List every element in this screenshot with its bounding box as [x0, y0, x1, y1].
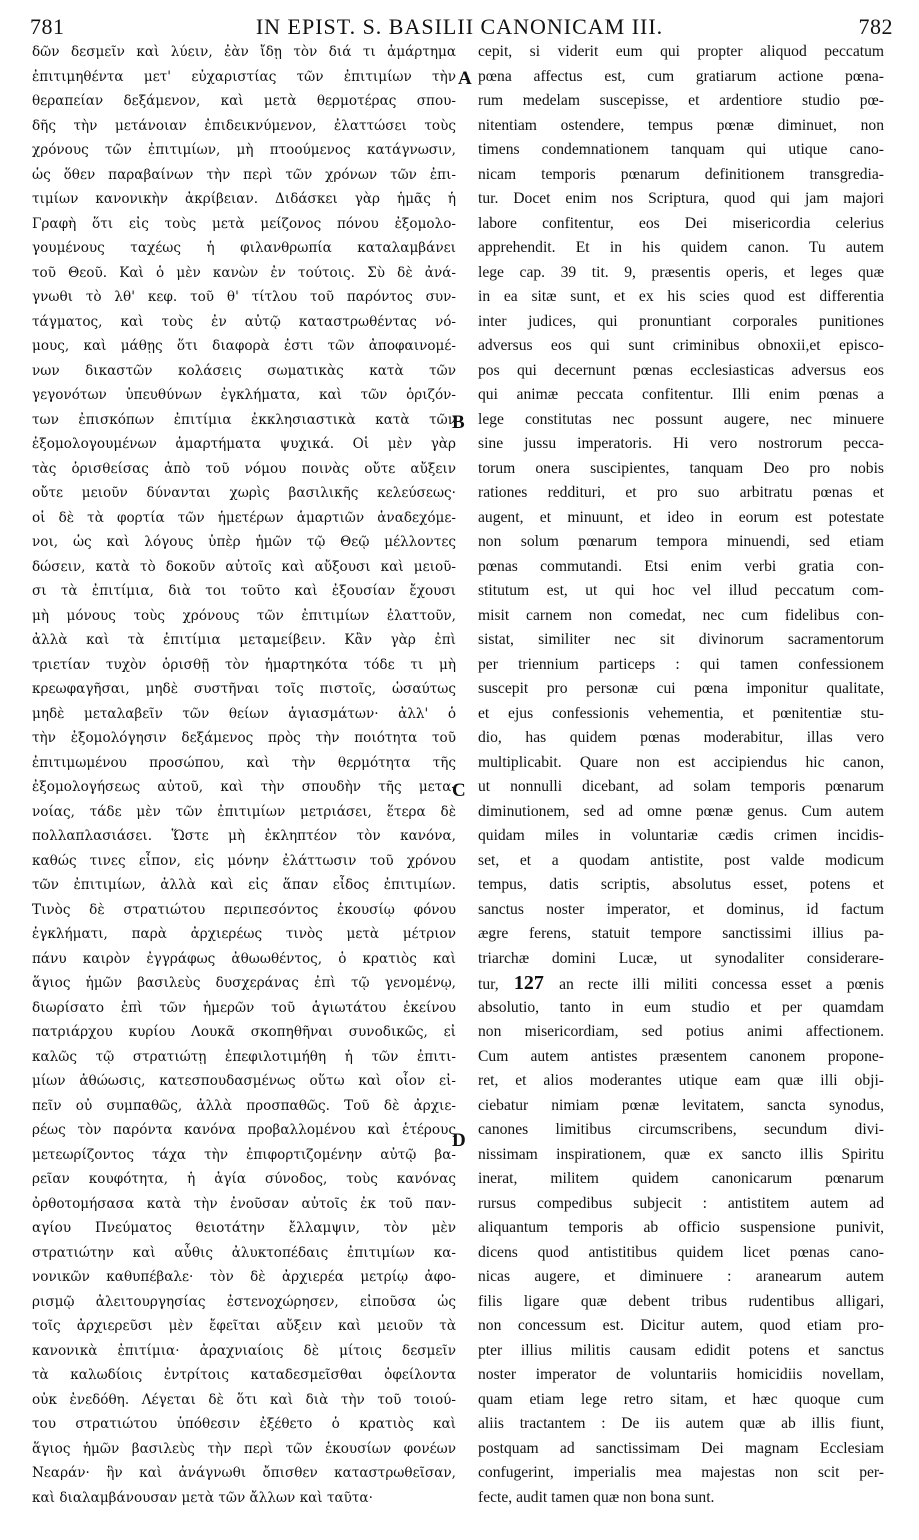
greek-text-line: ἐπιτιμωμένου προσώπου, καὶ τὴν θερμότητα τῆς	[32, 754, 456, 771]
latin-text-line: stitutum est, ut qui hoc vel illud peccatum com-	[478, 582, 884, 599]
greek-text-line: μετεωρίζοντος τάχα τὴν ἐπιφορτιζομένην αὐτῷ βα-	[32, 1146, 456, 1163]
latin-text-line: nissimam inspirationem, quæ ex sancto illis Spiritu	[478, 1145, 884, 1163]
latin-text-line: apprehendit. Et in his quidem canon. Tu autem	[478, 239, 884, 256]
latin-text-line: in ea sitæ sunt, et ex his scies quod est differentia	[478, 288, 884, 305]
latin-text-line: filis ligare quæ debent tribus rudentibus alligari,	[478, 1292, 884, 1310]
greek-text-line: ἅγιος ἡμῶν βασιλεὺς δυσχεράνας ἐπὶ τῷ γενομένῳ,	[32, 975, 456, 991]
greek-text-line: δῆς τὴν μετάνοιαν ἐπιδεικνύμενον, ἐλαττώσει τοὺς	[32, 117, 456, 134]
latin-text-line: misit carnem non comedat, nec cum fidelibus con-	[478, 606, 884, 624]
latin-text-line: non solum pœnarum tempora minuendi, sed etiam	[478, 533, 884, 550]
greek-text-line: μὴ μόνους τοὺς χρόνους τῶν ἐπιτιμίων ἐλαττοῦν,	[32, 607, 456, 624]
latin-text-line: dicens quod antistitibus quidem licet pœnas cano-	[478, 1243, 884, 1261]
running-head	[22, 14, 897, 42]
latin-text-line: dio, has quidem pœnas moderabitur, illas vero	[478, 729, 884, 746]
greek-text-line: χρόνους τῶν ἐπιτιμίων, μὴ πτοούμενος κατάγνωσιν,	[32, 142, 456, 158]
latin-text-line: diminutionem, sed ad omne pœnæ genus. Cum autem	[478, 802, 884, 820]
greek-text-line: κρεωφαγῆσαι, μηδὲ συστῆναι τοῖς πιστοῖς, ὡσαύτως	[32, 681, 456, 697]
greek-text-line: τὰ καλωδίοις ἐντρίτοις καταδεσμεῖσθαι ὀφείλοντα	[32, 1367, 456, 1383]
latin-text-line: suscepit pro personæ cui pœna imponitur qualitate,	[478, 680, 884, 697]
greek-text-line: ἐγκλήματι, παρὰ ἀρχιερέως τινὸς μετὰ μέτριον	[32, 926, 456, 942]
latin-text-line: canones limitibus circumscribens, secundum divi-	[478, 1121, 884, 1138]
latin-text-line: non concessum est. Dicitur autem, quod etiam pro-	[478, 1317, 884, 1334]
greek-text-line: δώσειν, κατὰ τὸ δοκοῦν αὐτοῖς καὶ αὔξουσι καὶ μειοῦ-	[32, 558, 456, 575]
latin-text-line: confugerint, imperialis mea majestas non scit per-	[478, 1464, 884, 1481]
page-number-right: 782	[858, 14, 893, 39]
latin-text-line: sanctus noster imperator, et dominus, id factum	[478, 900, 884, 918]
margin-marker-c: C	[452, 780, 466, 801]
latin-text-line: et ejus confessionis vehementia, et pœnitentiæ stu-	[478, 704, 884, 722]
latin-text-line: aliis tractantem : De iis autem quæ ab illis fiunt,	[478, 1415, 884, 1432]
latin-text-line: pos qui decernunt pœnas ecclesiasticas adversus eos	[478, 361, 884, 379]
latin-text-line: ut nonnulli dicebant, ad solam temporis pœnarum	[478, 778, 884, 795]
greek-text-line: στρατιώτην καὶ αὖθις ἀλυκτοπέδαις ἐπιτιμίων κα-	[32, 1244, 456, 1261]
greek-text-line: ὀρθοτομήσασα κατὰ τὴν ἐνοῦσαν αὐτοῖς ἐκ τοῦ παν-	[32, 1195, 456, 1212]
greek-text-line: νοίας, τάδε μὲν τῶν ἐπιτιμίων μετριάσει, ἕτερα δὲ	[32, 803, 456, 820]
greek-text-line: Νεαράν· ἣν καὶ ἀνάγνωθι ὄπισθεν καταστρωθεῖσαν,	[32, 1465, 456, 1481]
margin-marker-a: A	[458, 68, 472, 89]
greek-text-line: τὴν ἐξομολόγησιν δεξάμενος πρὸς τὴν ποιότητα τοῦ	[32, 730, 456, 746]
inline-page-number: 127	[498, 972, 560, 994]
greek-text-line: ρισμῷ ἀλειτουργησίας ἐστενοχώρησεν, εἰποῦσα ὡς	[32, 1293, 456, 1310]
latin-text-line: quidam miles in voluntariæ cædis crimen incidis-	[478, 827, 884, 844]
latin-text-line: sine jussu imperatoris. Hi vero nostrorum pecca-	[478, 435, 884, 452]
latin-text-line: non misericordiam, sed potius animi affectionem.	[478, 1023, 884, 1040]
greek-text-line: καθώς τινες εἶπον, εἰς μόνην ἐλάττωσιν τοῦ χρόνου	[32, 852, 456, 869]
latin-text-line: multiplicabit. Quare non est accipiendus hic canon,	[478, 753, 884, 771]
greek-text-line: καλῶς τῷ στρατιώτῃ ἐπεφιλοτιμήθη ἡ τῶν ἐπιτι-	[32, 1048, 456, 1065]
latin-text-line: nitentiam ostendere, tempus pœnæ diminuet, non	[478, 116, 884, 134]
greek-text-line: γεγονότων ὑπευθύνων ἐγκλήματα, καὶ τῶν ὁριζόν-	[32, 387, 456, 403]
greek-text-line: πεῖν οὐ συμπαθῶς, ἀλλὰ προσπαθῶς. Τοῦ δὲ ἀρχιε-	[32, 1097, 456, 1114]
latin-text-line: noster imperator de voluntariis homicidiis novellam,	[478, 1366, 884, 1383]
latin-text-line: adversus eos qui sunt criminibus obnoxii,et episco-	[478, 337, 884, 354]
greek-text-line: πάνυ καιρὸν ἐγγράφως ἀθωωθέντος, ὁ κρατιὸς καὶ	[32, 950, 456, 967]
latin-text-line: ciebatur nimiam pœnæ levitatem, sancta synodus,	[478, 1096, 884, 1114]
latin-text-line: nicas augere, et diminuere : aranearum autem	[478, 1268, 884, 1285]
latin-text-line: pter illius militis causam edidit potens et sanctus	[478, 1341, 884, 1359]
latin-text-line: labore confitentur, eos Dei misericordia celerius	[478, 214, 884, 232]
latin-text-line: timens condemnationem tanquam qui utique cano-	[478, 141, 884, 158]
latin-text-line: inter judices, qui pronuntiant corporales punitiones	[478, 312, 884, 330]
latin-text-line: sistat, similiter nec sit divinorum sacramentorum	[478, 631, 884, 648]
greek-text-line: γουμένους ταχέως ἡ φιλανθρωπία καταλαμβάνει	[32, 240, 456, 256]
greek-text-line: τάγματος, καὶ τοὺς ἐν αὐτῷ καταστρωθέντας νό-	[32, 313, 456, 330]
latin-text-line: Cum autem antistes præsentem canonem propone-	[478, 1047, 884, 1065]
latin-text-line: lege constitutas nec possunt augere, nec minuere	[478, 410, 884, 428]
latin-text-line: per triennium particeps : qui tamen confessionem	[478, 655, 884, 673]
greek-text-line: μίων ἀθώωσις, κατεσπουδασμένως οὕτω καὶ οἷον εἰ-	[32, 1073, 456, 1089]
greek-text-line: νων δικαστῶν κολάσεις σωματικὰς κατὰ τῶν	[32, 362, 456, 379]
greek-text-line: τοῖς ἀρχιερεῦσι μὲν ἔφεῖται αὔξειν καὶ μειοῦν τὰ	[32, 1318, 456, 1334]
greek-text-line: τῶν ἐπιτιμίων, ἀλλὰ καὶ εἰς ἅπαν εἶδος ἐπιτιμίων.	[32, 877, 456, 893]
greek-text-line: τριετίαν τυχὸν ὁρισθῇ τὸν ἡμαρτηκότα τόδε τι μὴ	[32, 656, 456, 673]
latin-text-line-tail: an recte illi militi concessa esset a pœnis	[559, 976, 884, 993]
latin-text-line: nicam temporis pœnarum definitionem transgredia-	[478, 165, 884, 183]
greek-text-line: των ἐπισκόπων ἐπιτίμια ἐκκλησιαστικὰ κατὰ τῶν	[32, 411, 456, 428]
page-number-left: 781	[30, 14, 65, 39]
greek-text-line: ρέως τὸν παρόντα κανόνα προβαλλομένου καὶ ἑτέρους	[32, 1122, 456, 1138]
latin-text-line: tur, 127 an recte illi militi concessa esset a pœnis	[478, 972, 884, 994]
greek-text-line: ἐπιτιμηθέντα μετ' εὐχαριστίας τῶν ἐπιτιμίων τὴν	[32, 68, 456, 85]
latin-text-column	[478, 40, 884, 1510]
greek-text-line: καὶ διαλαμβάνουσαν μετὰ τῶν ἄλλων καὶ ταῦτα·	[32, 1489, 373, 1506]
latin-text-line: pœnas commutandi. Etsi enim verbi gratia con-	[478, 557, 884, 575]
latin-text-line: postquam ad sanctissimam Dei magnam Ecclesiam	[478, 1439, 884, 1457]
greek-text-line: Τινὸς δὲ στρατιώτου περιπεσόντος ἑκουσίῳ φόνου	[32, 901, 456, 918]
latin-text-line: augent, et minuunt, et ideo in eorum est potestate	[478, 508, 884, 526]
greek-text-line: ρεῖαν κουφότητα, ἡ ἁγία σύνοδος, τοὺς κανόνας	[32, 1171, 456, 1187]
greek-text-line: μους, καὶ μάθῃς ὅτι διαφορὰ ἐστι τῶν ἀποφαινομέ-	[32, 338, 456, 354]
greek-text-line: Γραφὴ ὅτι εἰς τοὺς μετὰ μείζονος πόνου ἐξομολο-	[32, 215, 456, 232]
latin-text-line: torum onera suscipientes, tanquam Deo pro nobis	[478, 459, 884, 477]
latin-text-line: rursus compedibus subjecit : antistitem autem ad	[478, 1194, 884, 1212]
margin-marker-b: B	[452, 412, 465, 433]
greek-text-line: ὡς ὅθεν παραβαίνων τὴν περὶ τῶν χρόνων τῶν ἐπι-	[32, 166, 456, 183]
greek-text-column	[32, 40, 456, 1510]
greek-text-line: αγίου Πνεύματος θειοτάτην ἔλλαμψιν, τὸν μὲν	[32, 1220, 456, 1236]
latin-text-line: aliquantum temporis ab officio suspensione punivit,	[478, 1219, 884, 1236]
greek-text-line: ἀλλὰ καὶ τὰ ἐπιτίμια μεταμείβειν. Κἂν γὰρ ἐπὶ	[32, 632, 456, 648]
greek-text-line: τιμίων κανονικὴν ἀκρίβειαν. Διδάσκει γὰρ ἡμᾶς ἡ	[32, 191, 456, 207]
latin-text-line: pœna affectus est, cum gratiarum actione pœna-	[478, 67, 884, 85]
latin-text-line: ægre ferens, statuit tempore sanctissimi illius pa-	[478, 925, 884, 942]
greek-text-line: οὐκ ἐνεδόθη. Λέγεται δὲ ὅτι καὶ διὰ τὴν τοῦ τοιού-	[32, 1391, 456, 1408]
latin-text-line: absolutio, tanto in eum studio et per quamdam	[478, 998, 884, 1016]
greek-text-line: του στρατιώτου ὑπόθεσιν ἐξέθετο ὁ κρατιὸς καὶ	[32, 1416, 456, 1432]
latin-text-line: qui animæ peccata confitentur. Illi enim pœnas a	[478, 386, 884, 403]
greek-text-line: ἐξομολογήσεως αὐτοῦ, καὶ τὴν σπουδὴν τῆς μετα-	[32, 779, 456, 795]
latin-text-line: set, et a quodam antistite, post valde modicum	[478, 851, 884, 869]
greek-text-line: πατριάρχου κυρίου Λουκᾶ σκοπηθῆναι συνοδικῶς, εἰ	[32, 1024, 456, 1040]
latin-text-line: tur. Docet enim nos Scriptura, quod qui jam majori	[478, 190, 884, 207]
greek-text-line: ἅγιος ἡμῶν βασιλεὺς τὴν περὶ τῶν ἑκουσίων φονέων	[32, 1440, 456, 1457]
greek-text-line: σι τὰ ἐπιτίμια, διὰ τοι τοῦτο καὶ ἐξουσίαν ἔχουσι	[32, 583, 456, 599]
greek-text-line: οἱ δὲ τὰ φορτία τῶν ἡμετέρων ἁμαρτιῶν ἀναδεχόμε-	[32, 509, 456, 526]
greek-text-line: γνωθι τὸ λθ' κεφ. τοῦ θ' τίτλου τοῦ παρόντος συν-	[32, 289, 456, 305]
margin-marker-d: D	[452, 1130, 466, 1151]
greek-text-line: οὔτε μειοῦν δύνανται χωρὶς βασιλικῆς κελεύσεως·	[32, 485, 456, 501]
greek-text-line: τοῦ Θεοῦ. Καὶ ὁ μὲν κανὼν ἐν τούτοις. Σὺ δὲ ἀνά-	[32, 264, 456, 281]
latin-text-line: lege cap. 39 tit. 9, præsentis operis, et leges quæ	[478, 263, 884, 281]
greek-text-line: πολλαπλασιάσει. Ὥστε μὴ ἐκληπτέον τὸν κανόνα,	[32, 828, 456, 844]
greek-text-line: νοι, ὡς καὶ λόγους ὑπὲρ ἡμῶν τῷ Θεῷ μέλλοντες	[32, 534, 456, 550]
latin-text-line: triarchæ domini Lucæ, ut synodaliter considerare-	[478, 949, 884, 967]
latin-text-line: rationes reddituri, et pro suo arbitratu pœnas et	[478, 484, 884, 501]
greek-text-line: ἐξομολογουμένων ἁμαρτήματα ψυχικά. Οἱ μὲν γὰρ	[32, 436, 456, 452]
greek-text-line: τὰς ὁρισθείσας ἀπὸ τοῦ νόμου ποινὰς οὔτε αὔξειν	[32, 460, 456, 477]
latin-text-line: quam etiam lege retro sitam, et hæc quoque cum	[478, 1390, 884, 1408]
latin-text-line: cepit, si viderit eum qui propter aliquod peccatum	[478, 43, 884, 60]
page-title: IN EPIST. S. BASILII CANONICAM III.	[255, 14, 664, 39]
greek-text-line: κανονικὰ ἐπιτίμια· ἀραχνιαίοις δὲ μίτοις δεσμεῖν	[32, 1342, 456, 1359]
greek-text-line: μηδὲ μεταλαβεῖν τῶν θείων ἁγιασμάτων· ἀλλ' ὁ	[32, 705, 456, 722]
latin-text-line: fecte, audit tamen quæ non bona sunt.	[478, 1488, 715, 1506]
greek-text-line: θεραπείαν δεξάμενον, καὶ μετὰ θερμοτέρας σπου-	[32, 93, 456, 109]
greek-text-line: νονικῶν καθυπέβαλε· τὸν δὲ ἀρχιερέα μετρίῳ ἀφο-	[32, 1269, 456, 1285]
greek-text-line: διωρίσατο ἐπὶ τῶν ἡμερῶν τοῦ ἁγιωτάτου ἐκείνου	[32, 999, 456, 1016]
latin-text-line: tempus, datis scriptis, absolutus esset, potens et	[478, 876, 884, 893]
latin-text-line: ret, et alios moderantes utique eam quæ illi obji-	[478, 1072, 884, 1089]
latin-text-line: rum medelam suscepisse, et ardentiore studio pœ-	[478, 92, 884, 109]
greek-text-line: δῶν δεσμεῖν καὶ λύειν, ἐὰν ἴδῃ τὸν διά τι ἁμάρτημα	[32, 44, 456, 60]
latin-text-line: inerat, militem quidem canonicarum pœnarum	[478, 1170, 884, 1187]
